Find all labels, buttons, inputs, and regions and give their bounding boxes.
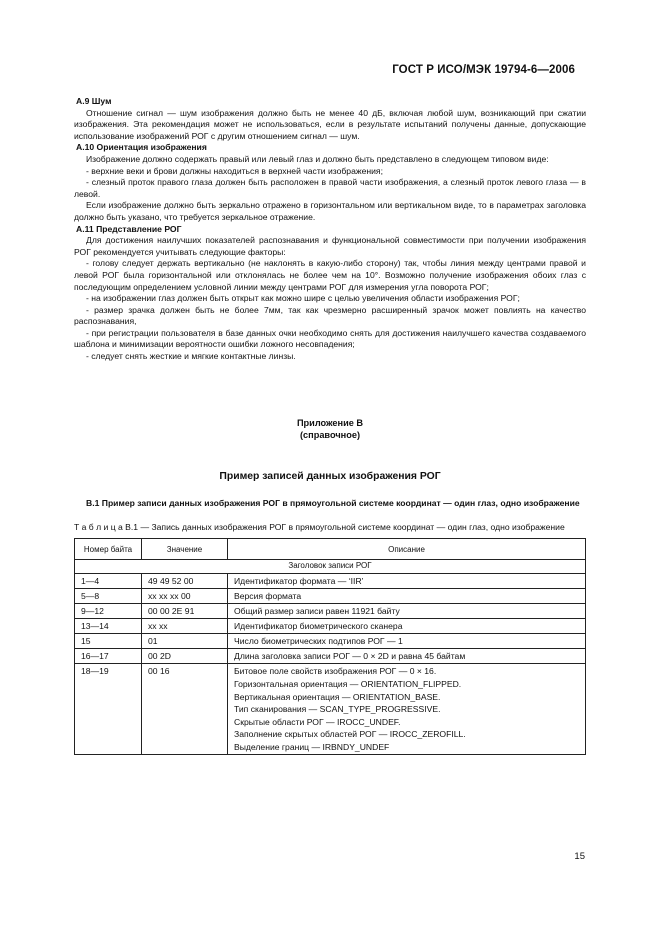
cell-value: 00 2D xyxy=(142,649,228,664)
cell-description: Общий размер записи равен 11921 байту xyxy=(228,604,586,619)
section-a10-heading: А.10 Ориентация изображения xyxy=(76,142,207,153)
list-item: - на изображении глаз должен быть открыт как можно шире с целью увеличения области изображения РОГ; xyxy=(86,293,520,304)
cell-byte: 18—19 xyxy=(75,664,142,754)
cell-value: 49 49 52 00 xyxy=(142,574,228,589)
column-header-description: Описание xyxy=(228,539,586,560)
list-item: - следует снять жесткие и мягкие контактные линзы. xyxy=(86,351,296,362)
cell-byte: 9—12 xyxy=(75,604,142,619)
cell-value: xx xx xx 00 xyxy=(142,589,228,604)
column-header-byte: Номер байта xyxy=(75,539,142,560)
table-row xyxy=(75,589,586,604)
data-table xyxy=(74,538,586,754)
section-a11-paragraph: Для достижения наилучших показателей распознавания и функциональной совместимости при получении изображения РОГ рекомендуется учитывать следующие факторы: xyxy=(74,235,586,257)
table-row xyxy=(75,574,586,589)
table-header-row xyxy=(75,539,586,560)
table-row xyxy=(75,604,586,619)
cell-description: Идентификатор биометрического сканера xyxy=(228,619,586,634)
cell-byte: 1—4 xyxy=(75,574,142,589)
table-section-row xyxy=(75,560,586,574)
description-line: Тип сканирования — SCAN_TYPE_PROGRESSIVE. xyxy=(234,704,441,715)
page-number: 15 xyxy=(574,851,585,862)
list-item: - размер зрачка должен быть не более 7мм, так как чрезмерно расширенный зрачок может повлиять на качество распознавания, xyxy=(74,304,586,327)
cell-description: Длина заголовка записи РОГ — 0 × 2D и равна 45 байтам xyxy=(228,649,586,664)
appendix-subtitle: (справочное) xyxy=(299,429,360,440)
table-caption: Т а б л и ц а В.1 — Запись данных изображения РОГ в прямоугольной системе координат — один глаз, одно изображение xyxy=(74,521,565,532)
list-item: - верхние веки и брови должны находиться в верхней части изображения; xyxy=(86,165,383,176)
list-item: - слезный проток правого глаза должен быть расположен в правой части изображения, а слезный проток левого глаза — в левой. xyxy=(74,177,586,199)
column-header-value: Значение xyxy=(142,539,228,560)
standard-number: ГОСТ Р ИСО/МЭК 19794-6—2006 xyxy=(392,64,575,76)
description-line: Выделение границ — IRBNDY_UNDEF xyxy=(234,742,390,752)
table-row xyxy=(75,664,586,754)
description-line: Вертикальная ориентация — ORIENTATION_BASE. xyxy=(234,691,441,702)
cell-description: Число биометрических подтипов РОГ — 1 xyxy=(228,634,586,649)
table-row xyxy=(75,619,586,634)
section-a9-text: Отношение сигнал — шум изображения должно быть не менее 40 дБ, включая любой шум, возникающий при сжатии изображения. Эта рекомендация может не использоваться, если в результате испытаний получены данные, допускающие использование изображений РОГ с другим отношением сигнал — шум. xyxy=(74,107,586,141)
cell-byte: 15 xyxy=(75,634,142,649)
cell-description-multiline xyxy=(228,664,586,754)
description-line: Горизонтальная ориентация — ORIENTATION_FLIPPED. xyxy=(234,679,462,690)
description-line: Битовое поле свойств изображения РОГ — 0 × 16. xyxy=(234,666,437,677)
section-a11-heading: А.11 Представление РОГ xyxy=(76,223,182,234)
appendix-heading: Пример записей данных изображения РОГ xyxy=(219,470,441,482)
section-a9-heading: А.9 Шум xyxy=(76,96,112,106)
table-row xyxy=(75,649,586,664)
cell-value: xx xx xyxy=(142,619,228,634)
list-item: - голову следует держать вертикально (не наклонять в какую-либо сторону) так, чтобы линия между центрами правой и левой РОГ была горизонтальной или отклонялась не более чем на 10°. Возможно получение изображения обоих глаз с последующим определением условной линии между центрами РОГ для измерения угла поворота РОГ; xyxy=(74,258,586,292)
section-a10-paragraph: Если изображение должно быть зеркально отражено в горизонтальном или вертикальном виде, то в параметрах заголовка должно быть указано, что требуется зеркальное отражение. xyxy=(74,200,586,222)
list-item: - при регистрации пользователя в базе данных очки необходимо снять для достижения наилучшего качества создаваемого шаблона и минимизации вероятности ошибки ложного несовпадения; xyxy=(74,327,586,350)
page-content xyxy=(74,96,586,755)
cell-byte: 13—14 xyxy=(75,619,142,634)
description-line: Заполнение скрытых областей РОГ — IROCC_ZEROFILL. xyxy=(234,729,466,740)
cell-description: Идентификатор формата — ‘IIR’ xyxy=(228,574,586,589)
description-line: Скрытые области РОГ — IROCC_UNDEF. xyxy=(234,716,401,727)
table-section-label: Заголовок записи РОГ xyxy=(75,560,586,574)
cell-description: Версия формата xyxy=(228,589,586,604)
section-a10-paragraph: Изображение должно содержать правый или левый глаз и должно быть представлено в следующем типовом виде: xyxy=(86,153,549,164)
cell-value: 00 16 xyxy=(142,664,228,754)
table-row xyxy=(75,634,586,649)
cell-value: 01 xyxy=(142,634,228,649)
appendix-title: Приложение В xyxy=(296,417,364,428)
cell-value: 00 00 2E 91 xyxy=(142,604,228,619)
cell-byte: 16—17 xyxy=(75,649,142,664)
section-b1-heading: В.1 Пример записи данных изображения РОГ в прямоугольной системе координат — один глаз, одно изображение xyxy=(86,498,580,509)
cell-byte: 5—8 xyxy=(75,589,142,604)
